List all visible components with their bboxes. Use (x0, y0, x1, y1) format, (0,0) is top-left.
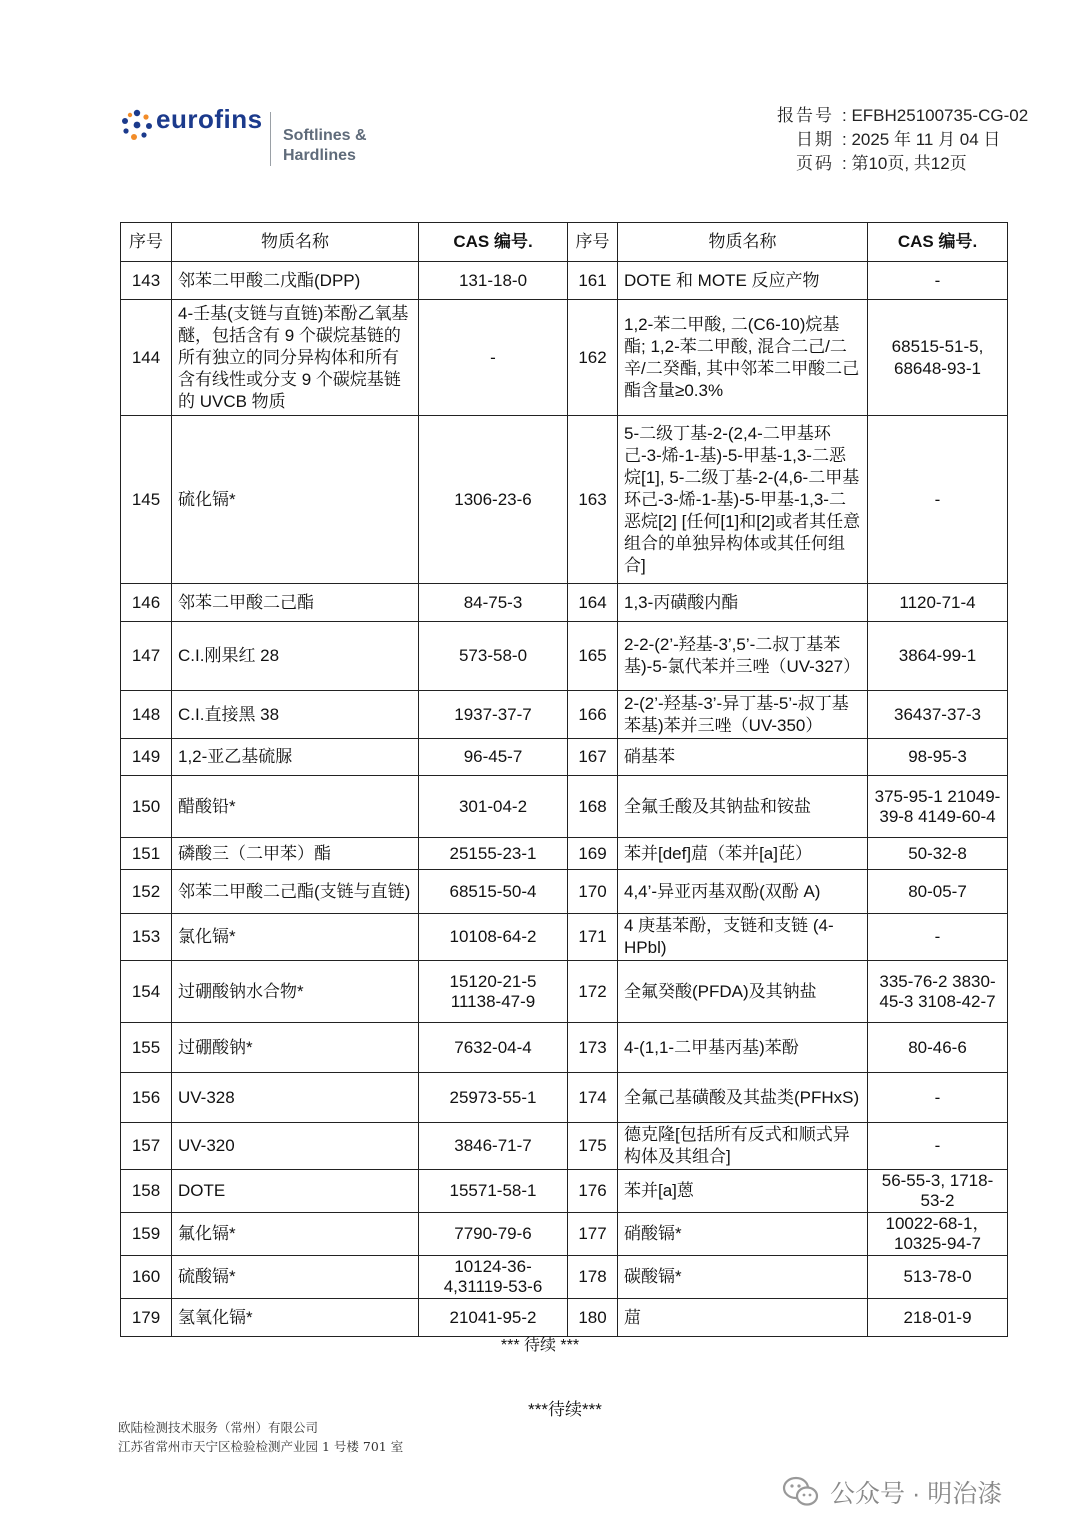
watermark-text: 公众号 · 明治漆 (830, 1480, 1003, 1508)
cell-name: 磷酸三（二甲苯）酯 (172, 838, 419, 870)
cell-cas: 36437-37-3 (868, 691, 1008, 739)
table-row (121, 776, 1008, 838)
cell-cas: 56-55-3, 1718-53-2 (868, 1170, 1008, 1213)
continued-note-table: *** 待续 *** (500, 1337, 580, 1354)
cell-name: 全氟癸酸(PFDA)及其钠盐 (618, 961, 868, 1023)
cell-cas: 3846-71-7 (419, 1123, 568, 1170)
cell-cas: 15571-58-1 (419, 1170, 568, 1213)
cell-cas: 10022-68-1， 10325-94-7 (868, 1213, 1008, 1256)
cell-cas: 3864-99-1 (868, 622, 1008, 691)
report-date-row (758, 128, 1028, 152)
logo-subtitle-line1: Softlines & (283, 127, 367, 144)
cell-name: 1,2-苯二甲酸, 二(C6-10)烷基酯; 1,2-苯二甲酸, 混合二己/二辛/二癸酯, 其中邻苯二甲酸二己酯含量≥0.3% (618, 300, 868, 416)
header-cas-left: CAS 编号. (419, 223, 568, 262)
cell-name: 全氟壬酸及其钠盐和铵盐 (618, 776, 868, 838)
cell-cas: 25155-23-1 (419, 838, 568, 870)
cell-name: 4 庚基苯酚，支链和支链 (4-HPbl) (618, 914, 868, 961)
table-row (121, 1256, 1008, 1299)
table-row (121, 262, 1008, 300)
cell-name: 1,3-丙磺酸内酯 (618, 584, 868, 622)
header-name-left: 物质名称 (172, 223, 419, 262)
cell-name: 4,4’-异亚丙基双酚(双酚 A) (618, 870, 868, 914)
cell-no: 150 (121, 776, 172, 838)
continued-note-page: ***待续*** (528, 1400, 602, 1419)
table-row (121, 961, 1008, 1023)
cell-no: 155 (121, 1023, 172, 1073)
cell-name: UV-320 (172, 1123, 419, 1170)
eurofins-dots-icon (120, 108, 154, 142)
cell-no: 146 (121, 584, 172, 622)
cell-no: 161 (568, 262, 618, 300)
cell-name: 硝基苯 (618, 739, 868, 776)
substance-table (120, 222, 1008, 1337)
table-row (121, 584, 1008, 622)
header-name-right: 物质名称 (618, 223, 868, 262)
header-no-left: 序号 (121, 223, 172, 262)
cell-cas: 1120-71-4 (868, 584, 1008, 622)
cell-name: 1,2-亚乙基硫脲 (172, 739, 419, 776)
header-cas-right: CAS 编号. (868, 223, 1008, 262)
table-header-row (121, 223, 1008, 262)
cell-name: 氟化镉* (172, 1213, 419, 1256)
cell-name: 硫化镉* (172, 416, 419, 584)
cell-name: 全氟己基磺酸及其盐类(PFHxS) (618, 1073, 868, 1123)
table-row (121, 739, 1008, 776)
table-row (121, 300, 1008, 416)
cell-no: 151 (121, 838, 172, 870)
logo-subtitle-line2: Hardlines (283, 147, 356, 164)
cell-no: 180 (568, 1299, 618, 1337)
table-row (121, 1073, 1008, 1123)
cell-no: 179 (121, 1299, 172, 1337)
cell-cas: 1937-37-7 (419, 691, 568, 739)
report-date-label: 日期 (796, 130, 834, 149)
cell-no: 177 (568, 1213, 618, 1256)
logo-divider (270, 112, 271, 166)
cell-no: 156 (121, 1073, 172, 1123)
cell-cas: 375-95-1 21049-39-8 4149-60-4 (868, 776, 1008, 838)
report-date-value: : 2025 年 11 月 04 日 (842, 130, 1001, 149)
cell-name: C.I.刚果红 28 (172, 622, 419, 691)
cell-no: 166 (568, 691, 618, 739)
cell-no: 168 (568, 776, 618, 838)
cell-no: 173 (568, 1023, 618, 1073)
cell-cas: 131-18-0 (419, 262, 568, 300)
cell-cas: 573-58-0 (419, 622, 568, 691)
cell-name: DOTE (172, 1170, 419, 1213)
page-footer (118, 1418, 403, 1456)
cell-cas: 50-32-8 (868, 838, 1008, 870)
cell-cas: 84-75-3 (419, 584, 568, 622)
logo-wordmark: eurofins (156, 104, 263, 134)
cell-name: 2-(2’-羟基-3’-异丁基-5’-叔丁基苯基)苯并三唑（UV-350） (618, 691, 868, 739)
cell-no: 145 (121, 416, 172, 584)
cell-no: 175 (568, 1123, 618, 1170)
cell-name: 过硼酸钠* (172, 1023, 419, 1073)
cell-no: 174 (568, 1073, 618, 1123)
cell-no: 143 (121, 262, 172, 300)
table-row (121, 1299, 1008, 1337)
cell-cas: 80-05-7 (868, 870, 1008, 914)
cell-cas: 25973-55-1 (419, 1073, 568, 1123)
cell-name: 邻苯二甲酸二己酯 (172, 584, 419, 622)
cell-no: 169 (568, 838, 618, 870)
cell-cas: 7632-04-4 (419, 1023, 568, 1073)
cell-name: 2-2-(2’-羟基-3’,5’-二叔丁基苯基)-5-氯代苯并三唑（UV-327） (618, 622, 868, 691)
report-number-value: : EFBH25100735-CG-02 (842, 106, 1029, 125)
cell-cas: - (419, 300, 568, 416)
cell-no: 154 (121, 961, 172, 1023)
cell-cas: 301-04-2 (419, 776, 568, 838)
table-row (121, 1123, 1008, 1170)
cell-no: 171 (568, 914, 618, 961)
cell-cas: 10124-36-4,31119-53-6 (419, 1256, 568, 1299)
header-no-right: 序号 (568, 223, 618, 262)
cell-no: 176 (568, 1170, 618, 1213)
footer-address: 江苏省常州市天宁区检验检测产业园 1 号楼 701 室 (118, 1439, 404, 1454)
cell-no: 149 (121, 739, 172, 776)
table-row (121, 838, 1008, 870)
cell-cas: 21041-95-2 (419, 1299, 568, 1337)
cell-name: 氢氧化镉* (172, 1299, 419, 1337)
cell-cas: 68515-50-4 (419, 870, 568, 914)
cell-no: 178 (568, 1256, 618, 1299)
cell-no: 157 (121, 1123, 172, 1170)
cell-cas: 513-78-0 (868, 1256, 1008, 1299)
cell-no: 147 (121, 622, 172, 691)
cell-no: 158 (121, 1170, 172, 1213)
watermark (782, 1470, 1052, 1514)
cell-no: 153 (121, 914, 172, 961)
cell-name: 邻苯二甲酸二戊酯(DPP) (172, 262, 419, 300)
table-row (121, 416, 1008, 584)
cell-cas: - (868, 416, 1008, 584)
table-row (121, 914, 1008, 961)
logo-subtitle (283, 126, 403, 166)
cell-no: 167 (568, 739, 618, 776)
cell-name: 苯并[a]蒽 (618, 1170, 868, 1213)
cell-no: 144 (121, 300, 172, 416)
footer-company: 欧陆检测技术服务（常州）有限公司 (118, 1420, 319, 1435)
cell-name: 5-二级丁基-2-(2,4-二甲基环己-3-烯-1-基)-5-甲基-1,3-二恶烷[1], 5-二级丁基-2-(4,6-二甲基环己-3-烯-1-基)-5-甲基-1,3-二恶烷[2] [任何[1]和[2]或者其任意组合的单独异构体或其任何组合] (618, 416, 868, 584)
cell-name: C.I.直接黑 38 (172, 691, 419, 739)
report-meta (758, 104, 1028, 176)
cell-cas: - (868, 914, 1008, 961)
cell-no: 170 (568, 870, 618, 914)
cell-name: 德克隆[包括所有反式和顺式异构体及其组合] (618, 1123, 868, 1170)
table-row (121, 691, 1008, 739)
report-page-label: 页码 (796, 154, 834, 173)
cell-cas: 218-01-9 (868, 1299, 1008, 1337)
cell-name: 4-(1,1-二甲基丙基)苯酚 (618, 1023, 868, 1073)
eurofins-logo (120, 104, 390, 168)
cell-no: 163 (568, 416, 618, 584)
cell-name: 碳酸镉* (618, 1256, 868, 1299)
cell-name: 氯化镉* (172, 914, 419, 961)
report-number-label: 报告号 (777, 106, 834, 125)
cell-name: 邻苯二甲酸二己酯(支链与直链) (172, 870, 419, 914)
cell-cas: 98-95-3 (868, 739, 1008, 776)
table-row (121, 870, 1008, 914)
cell-cas: 10108-64-2 (419, 914, 568, 961)
cell-no: 160 (121, 1256, 172, 1299)
cell-cas: - (868, 1123, 1008, 1170)
cell-no: 165 (568, 622, 618, 691)
cell-cas: 15120-21-5 11138-47-9 (419, 961, 568, 1023)
cell-name: 硝酸镉* (618, 1213, 868, 1256)
cell-name: 过硼酸钠水合物* (172, 961, 419, 1023)
cell-name: UV-328 (172, 1073, 419, 1123)
report-number-row (758, 104, 1028, 128)
cell-no: 148 (121, 691, 172, 739)
cell-cas: - (868, 262, 1008, 300)
wechat-icon (782, 1475, 820, 1509)
report-page-value: : 第10页, 共12页 (842, 154, 967, 173)
cell-no: 162 (568, 300, 618, 416)
report-page-row (758, 152, 1028, 176)
cell-cas: - (868, 1073, 1008, 1123)
cell-cas: 80-46-6 (868, 1023, 1008, 1073)
table-row (121, 1023, 1008, 1073)
cell-cas: 96-45-7 (419, 739, 568, 776)
cell-no: 172 (568, 961, 618, 1023)
table-row (121, 622, 1008, 691)
cell-cas: 68515-51-5, 68648-93-1 (868, 300, 1008, 416)
cell-no: 164 (568, 584, 618, 622)
cell-name: 䓛 (618, 1299, 868, 1337)
table-row (121, 1213, 1008, 1256)
cell-name: 4-壬基(支链与直链)苯酚乙氧基醚，包括含有 9 个碳烷基链的所有独立的同分异构体和所有含有线性或分支 9 个碳烷基链的 UVCB 物质 (172, 300, 419, 416)
cell-cas: 7790-79-6 (419, 1213, 568, 1256)
cell-no: 159 (121, 1213, 172, 1256)
cell-name: DOTE 和 MOTE 反应产物 (618, 262, 868, 300)
cell-no: 152 (121, 870, 172, 914)
cell-name: 苯并[def]䓛（苯并[a]芘） (618, 838, 868, 870)
cell-name: 醋酸铅* (172, 776, 419, 838)
cell-cas: 335-76-2 3830-45-3 3108-42-7 (868, 961, 1008, 1023)
table-row (121, 1170, 1008, 1213)
cell-name: 硫酸镉* (172, 1256, 419, 1299)
cell-cas: 1306-23-6 (419, 416, 568, 584)
